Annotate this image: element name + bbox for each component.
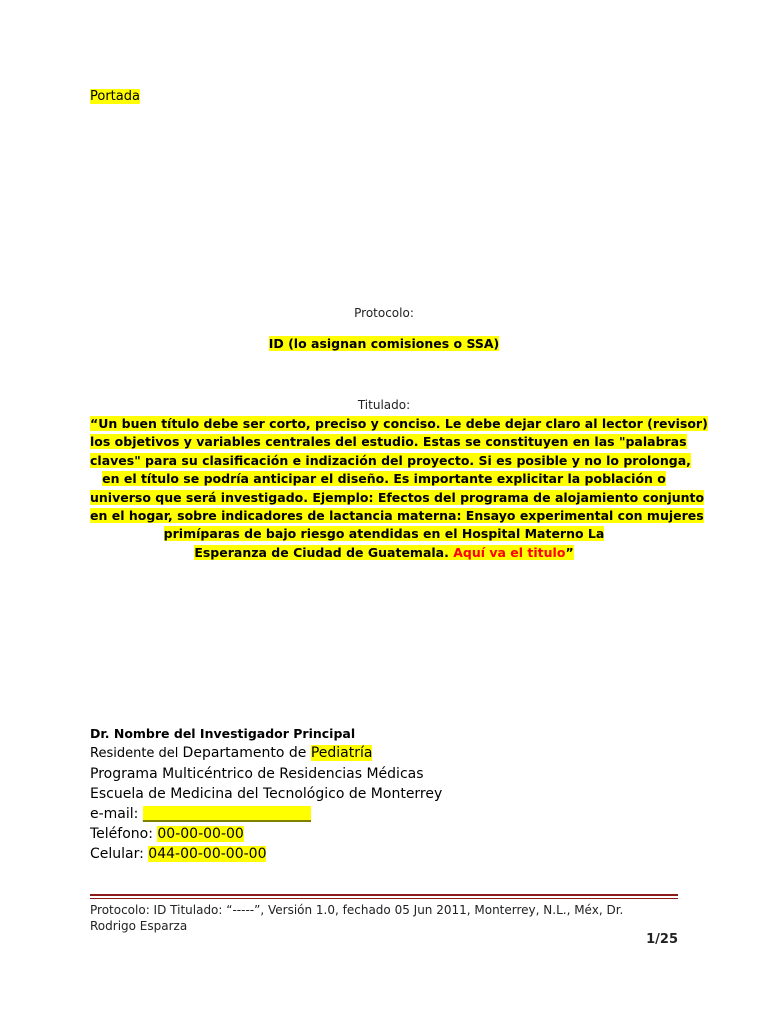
protocolo-label: Protocolo:: [354, 306, 414, 320]
protocolo-id: ID (lo asignan comisiones o SSA): [268, 336, 500, 351]
title-block: [90, 415, 708, 562]
title-line: claves" para su clasificación e indización del proyecto. Si es posible y no lo prolonga,: [90, 452, 691, 468]
cell-value: 044-00-00-00-00: [148, 846, 267, 862]
author-block: [90, 725, 442, 864]
author-department: Residente del Departamento de Pediatría: [90, 745, 373, 761]
author-name: Dr. Nombre del Investigador Principal: [90, 726, 356, 741]
footer-text: Protocolo: ID Titulado: “-----”, Versión 1.0, fechado 05 Jun 2011, Monterrey, N.L., Méx, Dr. Rodrigo Esparza: [90, 903, 624, 933]
footer-rule: [90, 894, 678, 896]
portada-label: Portada: [90, 89, 140, 104]
titulado-label: Titulado:: [357, 398, 411, 412]
title-line: “Un buen título debe ser corto, preciso y conciso. Le debe dejar claro al lector (revisor): [90, 416, 708, 431]
title-line: primíparas de bajo riesgo atendidas en el Hospital Materno La: [163, 526, 605, 542]
email-value: ________________________: [142, 806, 311, 822]
author-email: e-mail: ________________________: [90, 806, 311, 822]
author-phone: Teléfono: 00-00-00-00: [90, 826, 244, 842]
author-school: Escuela de Medicina del Tecnológico de Monterrey: [90, 786, 443, 802]
author-program: Programa Multicéntrico de Residencias Médicas: [90, 766, 424, 782]
author-cell: Celular: 044-00-00-00-00: [90, 846, 267, 862]
phone-value: 00-00-00-00: [157, 826, 244, 842]
title-line: en el título se podría anticipar el diseño. Es importante explicitar la población o: [102, 471, 666, 487]
title-line-last: Esperanza de Ciudad de Guatemala. Aquí va el titulo”: [194, 544, 574, 560]
title-placeholder: Aquí va el titulo: [453, 544, 566, 560]
footer-rule-thin: [90, 898, 678, 899]
title-line: los objetivos y variables centrales del estudio. Estas se constituyen en las "palabras: [90, 434, 687, 450]
page-number: 1/25: [646, 932, 678, 947]
title-line: universo que será investigado. Ejemplo: Efectos del programa de alojamiento conjunto: [90, 489, 705, 505]
title-line: en el hogar, sobre indicadores de lactancia materna: Ensayo experimental con mujeres: [90, 508, 704, 524]
